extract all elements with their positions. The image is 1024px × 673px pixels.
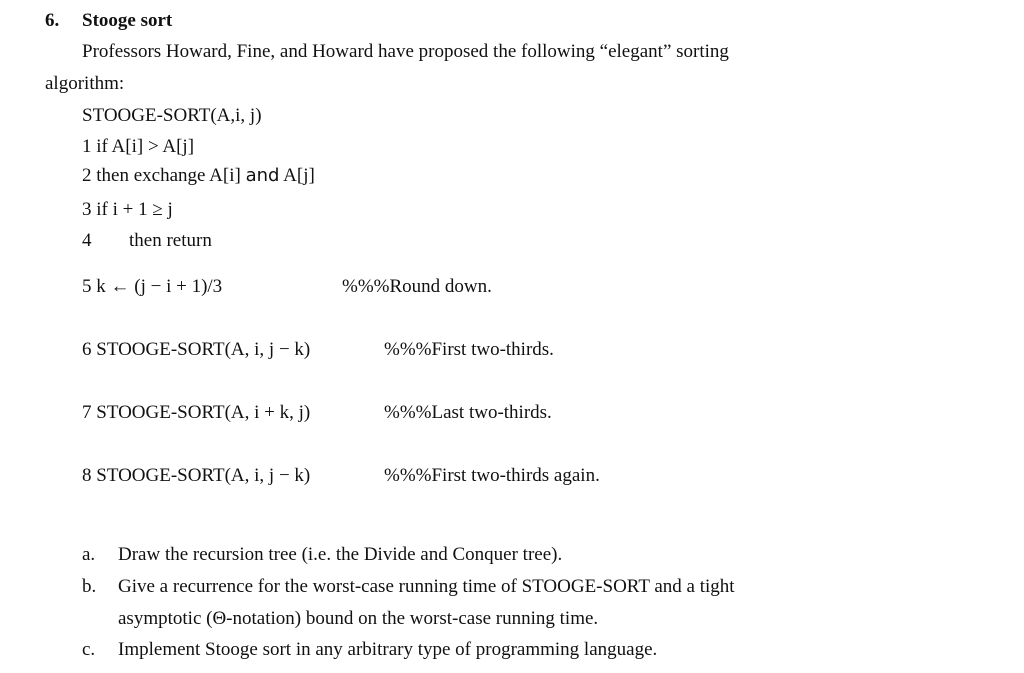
- pseudocode-line-2: [82, 166, 315, 185]
- pseudocode-line-4-number: 4: [82, 230, 92, 251]
- pseudocode-line-5-comment: %%%Round down.: [342, 276, 492, 297]
- pseudocode-line-2-and: and: [245, 165, 280, 186]
- question-a-text: Draw the recursion tree (i.e. the Divide and Conquer tree).: [118, 544, 563, 565]
- intro-line-1: Professors Howard, Fine, and Howard have proposed the following “elegant” sorting: [82, 41, 729, 62]
- pseudocode-line-1: 1 if A[i] > A[j]: [82, 136, 195, 157]
- pseudocode-header: STOOGE-SORT(A,i, j): [82, 105, 262, 126]
- intro-line-2: algorithm:: [45, 73, 125, 94]
- pseudocode-line-6-comment: %%%First two-thirds.: [384, 339, 554, 360]
- pseudocode-line-5: 5 k ← (j − i + 1)/3: [82, 276, 223, 297]
- pseudocode-line-4-text: then return: [129, 230, 212, 251]
- question-b-text-line-2: asymptotic (Θ-notation) bound on the worst-case running time.: [118, 608, 599, 629]
- pseudocode-line-6: 6 STOOGE-SORT(A, i, j − k): [82, 339, 311, 360]
- question-a-label: a.: [82, 544, 96, 565]
- problem-number: 6.: [45, 10, 60, 31]
- pseudocode-line-7-comment: %%%Last two-thirds.: [384, 402, 552, 423]
- pseudocode-line-3: 3 if i + 1 ≥ j: [82, 199, 173, 220]
- problem-title: Stooge sort: [82, 10, 173, 31]
- pseudocode-line-7: 7 STOOGE-SORT(A, i + k, j): [82, 402, 311, 423]
- question-b-label: b.: [82, 576, 97, 597]
- question-c-text: Implement Stooge sort in any arbitrary type of programming language.: [118, 639, 658, 660]
- pseudocode-line-8-comment: %%%First two-thirds again.: [384, 465, 600, 486]
- pseudocode-line-2-part-a: 2 then exchange A[i]: [82, 165, 246, 186]
- pseudocode-line-8: 8 STOOGE-SORT(A, i, j − k): [82, 465, 311, 486]
- question-b-text-line-1: Give a recurrence for the worst-case running time of STOOGE-SORT and a tight: [118, 576, 735, 597]
- question-c-label: c.: [82, 639, 96, 660]
- pseudocode-line-2-part-c: A[j]: [279, 165, 315, 186]
